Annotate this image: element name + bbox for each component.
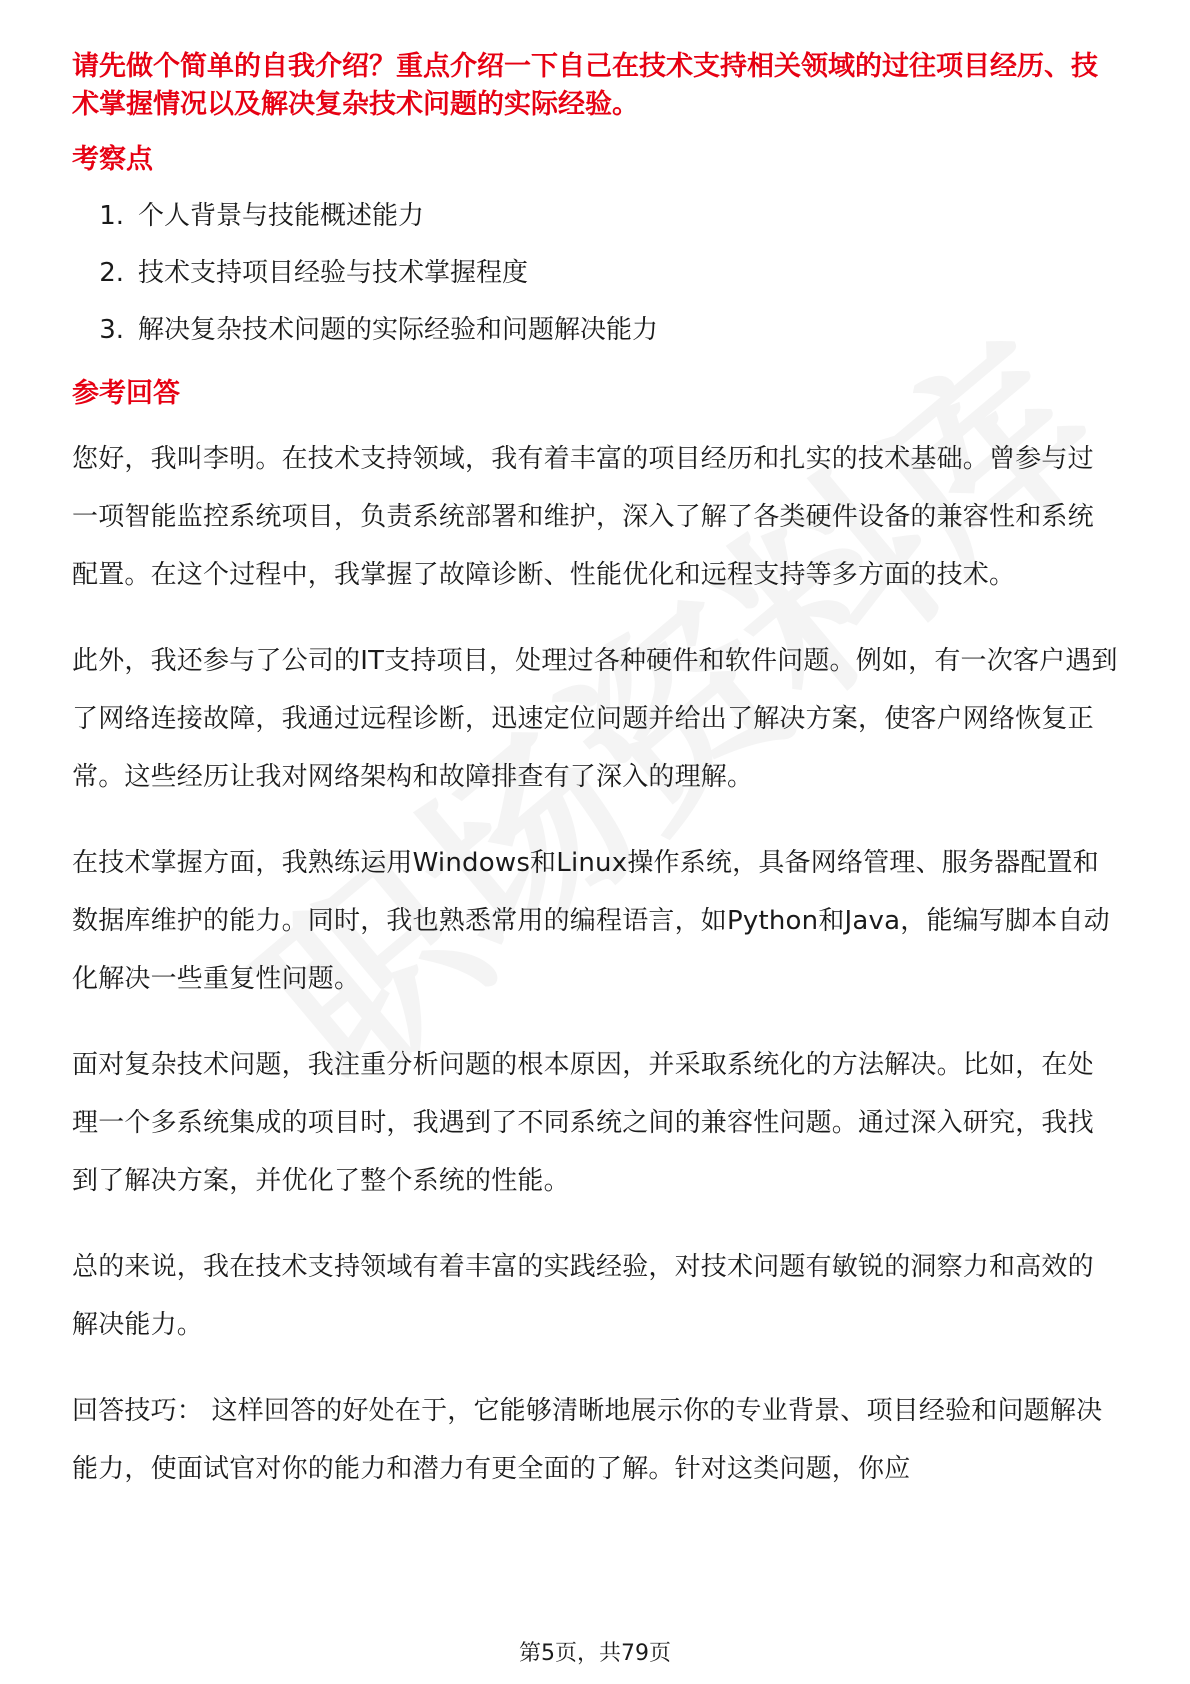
examine-title: 考察点 — [72, 144, 153, 175]
answer-paragraph: 您好，我叫李明。在技术支持领域，我有着丰富的项目经历和扎实的技术基础。曾参与过一项智能监控系统项目，负责系统部署和维护，深入了解了各类硬件设备的兼容性和系统配置。在这个过程中，我掌握了故障诊断、性能优化和远程支持等多方面的技术。 — [72, 444, 1094, 590]
page-number: 第5页，共79页 — [519, 1641, 671, 1666]
answer-paragraph: 面对复杂技术问题，我注重分析问题的根本原因，并采取系统化的方法解决。比如，在处理一个多系统集成的项目时，我遇到了不同系统之间的兼容性问题。通过深入研究，我找到了解决方案，并优化了整个系统的性能。 — [72, 1050, 1094, 1196]
list-item: 3. 解决复杂技术问题的实际经验和问题解决能力 — [99, 315, 659, 345]
answer-paragraph: 总的来说，我在技术支持领域有着丰富的实践经验，对技术问题有敏锐的洞察力和高效的解决能力。 — [72, 1252, 1094, 1340]
answer-title: 参考回答 — [72, 378, 180, 409]
list-item: 1. 个人背景与技能概述能力 — [99, 201, 425, 231]
answer-tip-paragraph: 回答技巧： 这样回答的好处在于，它能够清晰地展示你的专业背景、项目经验和问题解决能力，使面试官对你的能力和潜力有更全面的了解。针对这类问题，你应 — [72, 1396, 1103, 1484]
examine-points — [72, 198, 1118, 348]
answer-paragraph: 此外，我还参与了公司的IT支持项目，处理过各种硬件和软件问题。例如，有一次客户遇到了网络连接故障，我通过远程诊断，迅速定位问题并给出了解决方案，使客户网络恢复正常。这些经历让我对网络架构和故障排查有了深入的理解。 — [72, 646, 1118, 792]
question-heading: 请先做个简单的自我介绍？重点介绍一下自己在技术支持相关领域的过往项目经历、技术掌握情况以及解决复杂技术问题的实际经验。 — [72, 51, 1098, 120]
document-page — [72, 48, 1118, 1526]
list-item: 2. 技术支持项目经验与技术掌握程度 — [99, 258, 529, 288]
answer-paragraph: 在技术掌握方面，我熟练运用Windows和Linux操作系统，具备网络管理、服务器配置和数据库维护的能力。同时，我也熟悉常用的编程语言，如Python和Java，能编写脚本自动化解决一些重复性问题。 — [72, 848, 1110, 994]
